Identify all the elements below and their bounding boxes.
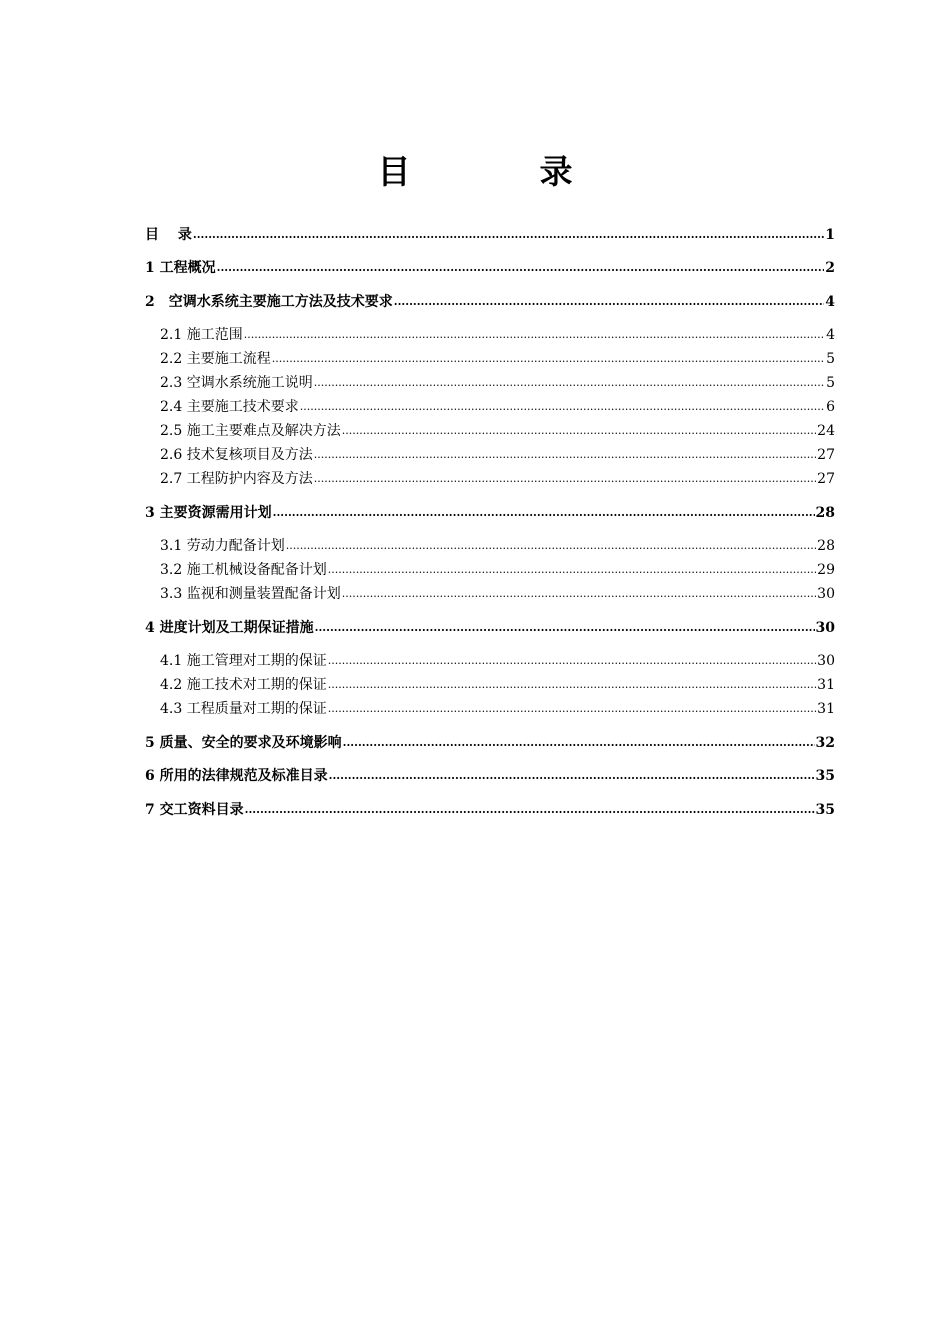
toc-entry-label: 2.1 施工范围 [160, 327, 243, 343]
toc-entry-page: 30 [817, 586, 835, 602]
toc-leader-dots [314, 469, 816, 489]
toc-entry[interactable] [160, 421, 835, 441]
toc-entry-page: 2 [825, 260, 835, 276]
toc-entry-label: 4.1 施工管理对工期的保证 [160, 653, 327, 669]
page-title: 目 录 [377, 152, 621, 191]
toc-entry[interactable] [160, 469, 835, 489]
toc-entry-label: 2.5 施工主要难点及解决方法 [160, 423, 341, 439]
toc-entry-page: 31 [817, 701, 835, 717]
toc-leader-dots [329, 766, 815, 786]
toc-entry[interactable] [145, 503, 835, 523]
toc-entry-label: 目 录 [145, 227, 192, 243]
toc-entry-label: 2 空调水系统主要施工方法及技术要求 [145, 294, 393, 310]
toc-entry[interactable] [160, 325, 835, 345]
toc-entry[interactable] [160, 651, 835, 671]
toc-entry-page: 27 [817, 471, 835, 487]
toc-entry-label: 5 质量、安全的要求及环境影响 [145, 735, 342, 751]
toc-entry[interactable] [160, 699, 835, 719]
toc-entry[interactable] [145, 618, 835, 638]
toc-entry[interactable] [160, 584, 835, 604]
toc-entry[interactable] [145, 225, 835, 245]
toc-entry-page: 31 [817, 677, 835, 693]
toc-entry-label: 2.7 工程防护内容及方法 [160, 471, 313, 487]
toc-leader-dots [245, 800, 815, 820]
toc-leader-dots [328, 651, 816, 671]
toc-entry-page: 35 [815, 802, 835, 818]
toc-entry-page: 29 [817, 562, 835, 578]
toc-entry-page: 28 [815, 505, 835, 521]
toc-entry[interactable] [160, 445, 835, 465]
toc-leader-dots [300, 397, 825, 417]
toc-entry-label: 2.4 主要施工技术要求 [160, 399, 299, 415]
toc-leader-dots [193, 225, 824, 245]
toc-entry-label: 4.2 施工技术对工期的保证 [160, 677, 327, 693]
toc-leader-dots [328, 699, 816, 719]
toc-entry[interactable] [160, 675, 835, 695]
toc-entry-page: 4 [825, 294, 835, 310]
toc-entry-page: 5 [826, 375, 835, 391]
toc-entry-page: 5 [826, 351, 835, 367]
toc-leader-dots [328, 560, 816, 580]
toc-leader-dots [272, 349, 825, 369]
toc-entry-page: 30 [817, 653, 835, 669]
toc-entry-label: 2.2 主要施工流程 [160, 351, 271, 367]
toc-entry-label: 3.2 施工机械设备配备计划 [160, 562, 327, 578]
toc-leader-dots [315, 618, 815, 638]
toc-entry[interactable] [145, 766, 835, 786]
toc-entry-label: 4 进度计划及工期保证措施 [145, 620, 314, 636]
toc-entry-label: 6 所用的法律规范及标准目录 [145, 768, 328, 784]
toc-entry[interactable] [145, 292, 835, 312]
toc-entry-label: 2.6 技术复核项目及方法 [160, 447, 313, 463]
toc-entry[interactable] [160, 373, 835, 393]
toc-entry-page: 32 [815, 735, 835, 751]
toc-leader-dots [314, 445, 816, 465]
toc-entry[interactable] [145, 733, 835, 753]
toc-leader-dots [286, 536, 816, 556]
toc-entry-page: 35 [815, 768, 835, 784]
toc-entry[interactable] [145, 258, 835, 278]
toc-entry-label: 3.3 监视和测量装置配备计划 [160, 586, 341, 602]
toc-leader-dots [328, 675, 816, 695]
toc-entry[interactable] [160, 397, 835, 417]
toc-entry-page: 30 [815, 620, 835, 636]
toc-entry-page: 28 [817, 538, 835, 554]
toc-leader-dots [342, 421, 816, 441]
toc-entry-label: 4.3 工程质量对工期的保证 [160, 701, 327, 717]
toc-leader-dots [314, 373, 825, 393]
toc-entry[interactable] [160, 349, 835, 369]
toc-entry-label: 7 交工资料目录 [145, 802, 244, 818]
toc-entry[interactable] [160, 536, 835, 556]
toc-entry-label: 1 工程概况 [145, 260, 216, 276]
toc-entry-label: 3.1 劳动力配备计划 [160, 538, 285, 554]
toc-entry[interactable] [160, 560, 835, 580]
toc-entry-page: 27 [817, 447, 835, 463]
toc-entry-page: 24 [817, 423, 835, 439]
toc-leader-dots [244, 325, 825, 345]
toc-entry[interactable] [145, 800, 835, 820]
toc-leader-dots [273, 503, 815, 523]
toc-entry-label: 3 主要资源需用计划 [145, 505, 272, 521]
toc-leader-dots [342, 584, 816, 604]
toc-leader-dots [394, 292, 825, 312]
toc-entry-page: 4 [826, 327, 835, 343]
toc-entry-page: 6 [826, 399, 835, 415]
toc-leader-dots [217, 258, 825, 278]
toc-entry-page: 1 [825, 227, 835, 243]
toc-leader-dots [343, 733, 815, 753]
toc-entry-label: 2.3 空调水系统施工说明 [160, 375, 313, 391]
